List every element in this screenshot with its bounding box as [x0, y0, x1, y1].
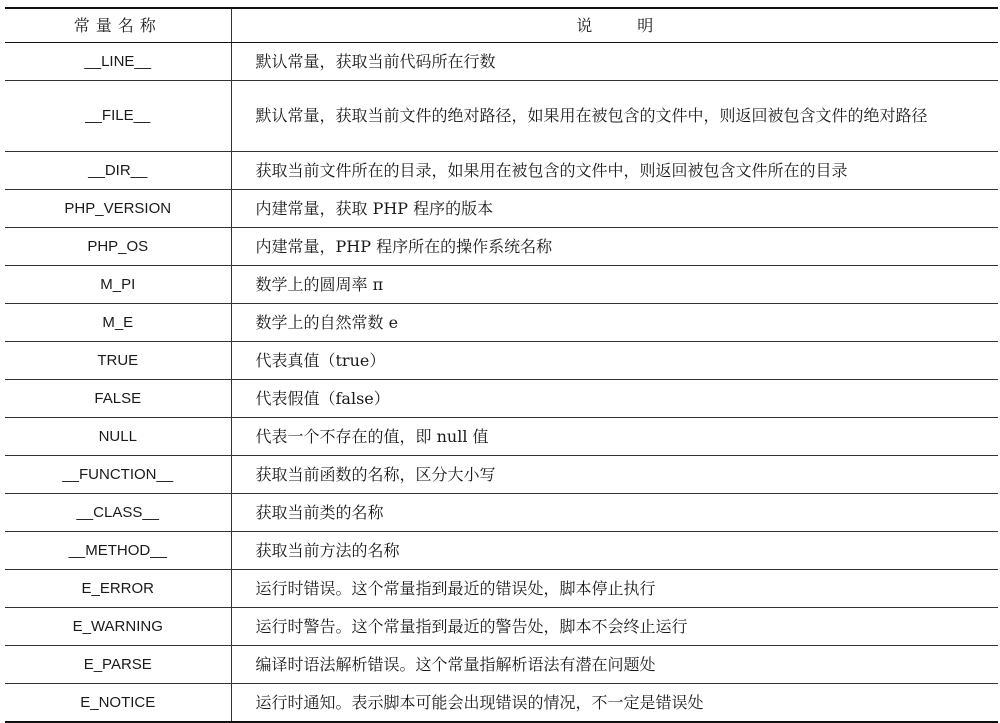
constant-description-cell: 代表真值（true）: [231, 342, 998, 380]
constant-name-cell: NULL: [5, 418, 231, 456]
constant-description-cell: 数学上的自然常数 e: [231, 304, 998, 342]
table-row: [5, 152, 998, 190]
constant-name-cell: __METHOD__: [5, 532, 231, 570]
table-row: [5, 494, 998, 532]
table-row: [5, 228, 998, 266]
table-row: [5, 380, 998, 418]
table-row: [5, 418, 998, 456]
table-row: [5, 266, 998, 304]
table-row: [5, 456, 998, 494]
constant-name-cell: __DIR__: [5, 152, 231, 190]
constant-description-cell: 获取当前函数的名称，区分大小写: [231, 456, 998, 494]
table-row: [5, 190, 998, 228]
constant-name-cell: FALSE: [5, 380, 231, 418]
constant-description-cell: 数学上的圆周率 π: [231, 266, 998, 304]
constant-description-cell: 内建常量，PHP 程序所在的操作系统名称: [231, 228, 998, 266]
constant-description-cell: 默认常量，获取当前代码所在行数: [231, 43, 998, 81]
constant-name-cell: PHP_OS: [5, 228, 231, 266]
constant-description-cell: 获取当前方法的名称: [231, 532, 998, 570]
constant-description-cell: 代表假值（false）: [231, 380, 998, 418]
table-row: [5, 646, 998, 684]
constant-name-cell: __LINE__: [5, 43, 231, 81]
constant-description-cell: 编译时语法解析错误。这个常量指解析语法有潜在问题处: [231, 646, 998, 684]
table-header-row: [5, 8, 998, 43]
constant-description-cell: 运行时通知。表示脚本可能会出现错误的情况，不一定是错误处: [231, 684, 998, 723]
constant-description-cell: 运行时错误。这个常量指到最近的错误处，脚本停止执行: [231, 570, 998, 608]
table-row: [5, 570, 998, 608]
table-row: [5, 342, 998, 380]
table-row: [5, 81, 998, 152]
constant-description-cell: 获取当前文件所在的目录，如果用在被包含的文件中，则返回被包含文件所在的目录: [231, 152, 998, 190]
constant-description-cell: 默认常量，获取当前文件的绝对路径，如果用在被包含的文件中，则返回被包含文件的绝对路径: [231, 81, 998, 152]
php-constants-table: [5, 7, 998, 723]
constant-name-cell: E_ERROR: [5, 570, 231, 608]
table-row: [5, 304, 998, 342]
constant-name-cell: E_WARNING: [5, 608, 231, 646]
constant-name-cell: __FUNCTION__: [5, 456, 231, 494]
constant-description-cell: 获取当前类的名称: [231, 494, 998, 532]
constant-description-cell: 内建常量，获取 PHP 程序的版本: [231, 190, 998, 228]
constant-name-cell: E_NOTICE: [5, 684, 231, 723]
constant-name-cell: E_PARSE: [5, 646, 231, 684]
table-row: [5, 43, 998, 81]
table-row: [5, 608, 998, 646]
constant-name-cell: M_E: [5, 304, 231, 342]
constant-description-cell: 代表一个不存在的值，即 null 值: [231, 418, 998, 456]
constant-description-cell: 运行时警告。这个常量指到最近的警告处，脚本不会终止运行: [231, 608, 998, 646]
column-header-description: 说 明: [231, 8, 998, 43]
table-row: [5, 684, 998, 723]
column-header-name: 常量名称: [5, 8, 231, 43]
constant-name-cell: PHP_VERSION: [5, 190, 231, 228]
constant-name-cell: M_PI: [5, 266, 231, 304]
constant-name-cell: __FILE__: [5, 81, 231, 152]
table-row: [5, 532, 998, 570]
constant-name-cell: __CLASS__: [5, 494, 231, 532]
constant-name-cell: TRUE: [5, 342, 231, 380]
